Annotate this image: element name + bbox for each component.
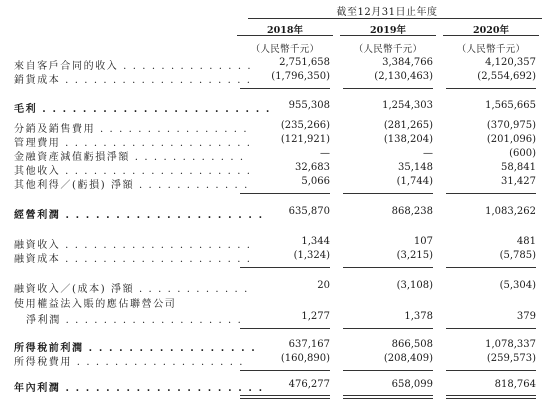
value-2018: 20 [317,280,330,291]
value-2019: (138,204) [383,134,433,145]
value-2020: 58,841 [501,162,536,173]
subtotal-rule [240,88,330,89]
value-2020: 4,120,357 [485,57,536,68]
row-label: 分銷及銷售費用 . . . . . . . . . . . . . . . . [14,124,249,135]
table-row [0,280,550,294]
value-2019: 35,148 [398,162,433,173]
row-label: 其他利得／(虧損) 淨額 . . . . . . . . . . . . [14,180,249,191]
value-2018: (121,921) [280,134,330,145]
value-2020: (5,304) [499,280,536,291]
total-double-rule [446,395,536,399]
year-header-rule [237,35,333,36]
value-2020: (5,785) [499,250,536,261]
subtotal-rule [240,370,330,371]
value-2020: (2,554,692) [477,71,536,82]
table-row [0,162,550,176]
period-header-rule [248,18,542,19]
row-label: 所得稅前利潤 . . . . . . . . . . . . . . . . . [14,343,257,354]
value-2019: 868,238 [391,206,433,217]
unit-label: （人民幣千元） [250,44,320,55]
value-2019: — [423,148,433,159]
value-2019: 866,508 [391,339,433,350]
value-2019: (3,108) [396,280,433,291]
value-2019: 658,099 [391,379,433,390]
table-row [0,120,550,134]
subtotal-rule [446,328,536,329]
subtotal-rule [343,193,433,194]
table-row [0,339,550,353]
year-header-2020: 2020年 [473,25,509,36]
value-2019: (1,744) [396,176,433,187]
year-header-2019: 2019年 [370,25,406,36]
value-2019: (3,215) [396,250,433,261]
value-2020: (201,096) [486,134,536,145]
row-label: 使用權益法入賬的應佔聯營公司 [14,299,177,310]
value-2020: 31,427 [501,176,536,187]
unit-label: （人民幣千元） [456,44,526,55]
value-2019: (281,265) [383,120,433,131]
table-row [0,250,550,264]
value-2018: 476,277 [288,379,330,390]
row-label: 管理費用 . . . . . . . . . . . . . . . . . . . . [14,138,252,149]
value-2018: (160,890) [280,353,330,364]
value-2018: — [320,148,330,159]
value-2018: (1,324) [293,250,330,261]
value-2020: (600) [509,148,536,159]
year-header-rule [340,35,436,36]
value-2020: (259,573) [486,353,536,364]
value-2018: 1,277 [301,311,330,322]
unit-label: （人民幣千元） [353,44,423,55]
row-label: 來自客戶合同的收入 . . . . . . . . . . . . . . [14,61,253,72]
table-row [0,176,550,190]
value-2019: 3,384,766 [382,57,433,68]
table-row [0,379,550,393]
value-2020: 481 [516,236,536,247]
value-2020: (370,975) [486,120,536,131]
row-label: 金融資產減值虧損淨額 . . . . . . . . . . . . [14,152,245,163]
subtotal-rule [446,267,536,268]
subtotal-rule [343,328,433,329]
row-label: 融資收入 . . . . . . . . . . . . . . . . . . . . [14,240,252,251]
value-2018: 32,683 [295,162,330,173]
row-label: 融資收入／(成本) 淨額 . . . . . . . . . . . . [14,284,249,295]
subtotal-rule [240,193,330,194]
value-2020: 1,083,262 [485,206,536,217]
value-2019: 1,378 [404,311,433,322]
value-2020: 1,565,665 [485,100,536,111]
subtotal-rule [240,267,330,268]
value-2019: (2,130,463) [374,71,433,82]
table-row [0,148,550,162]
table-row [0,236,550,250]
table-row [0,71,550,85]
row-label: 其他收入 . . . . . . . . . . . . . . . . . . . . [14,166,252,177]
subtotal-rule [446,370,536,371]
value-2018: 5,066 [301,176,330,187]
row-label: 毛利 . . . . . . . . . . . . . . . . . . . . . . . [14,104,271,115]
table-row [0,206,550,220]
value-2019: (208,409) [383,353,433,364]
value-2020: 1,078,337 [485,339,536,350]
table-row [0,100,550,114]
total-double-rule [240,395,330,399]
subtotal-rule [343,88,433,89]
total-double-rule [343,395,433,399]
table-row [0,134,550,148]
row-label: 淨利潤 . . . . . . . . . . . . . . . . . . . [26,315,243,326]
value-2020: 818,764 [494,379,536,390]
subtotal-rule [446,193,536,194]
period-header: 截至12月31日止年度 [336,7,438,18]
year-header-2018: 2018年 [267,25,303,36]
value-2018: 637,167 [288,339,330,350]
subtotal-rule [343,267,433,268]
row-label: 銷貨成本 . . . . . . . . . . . . . . . . . . . . [14,75,252,86]
table-row [0,311,550,325]
value-2020: 379 [516,311,536,322]
table-row [0,57,550,71]
row-label: 所得稅費用 . . . . . . . . . . . . . . . . . . [14,357,245,368]
value-2018: 2,751,658 [279,57,330,68]
row-label: 年內利潤 . . . . . . . . . . . . . . . . . . . . [14,383,264,394]
subtotal-rule [240,328,330,329]
value-2018: 955,308 [288,100,330,111]
value-2018: 635,870 [288,206,330,217]
value-2018: (1,796,350) [271,71,330,82]
row-label: 經營利潤 . . . . . . . . . . . . . . . . . . . . [14,210,264,221]
value-2018: 1,344 [301,236,330,247]
subtotal-rule [446,88,536,89]
table-row [0,353,550,367]
value-2019: 107 [413,236,433,247]
value-2018: (235,266) [280,120,330,131]
row-label: 融資成本 . . . . . . . . . . . . . . . . . . . . [14,254,252,265]
year-header-rule [443,35,539,36]
subtotal-rule [343,370,433,371]
table-row [0,295,550,309]
value-2019: 1,254,303 [382,100,433,111]
